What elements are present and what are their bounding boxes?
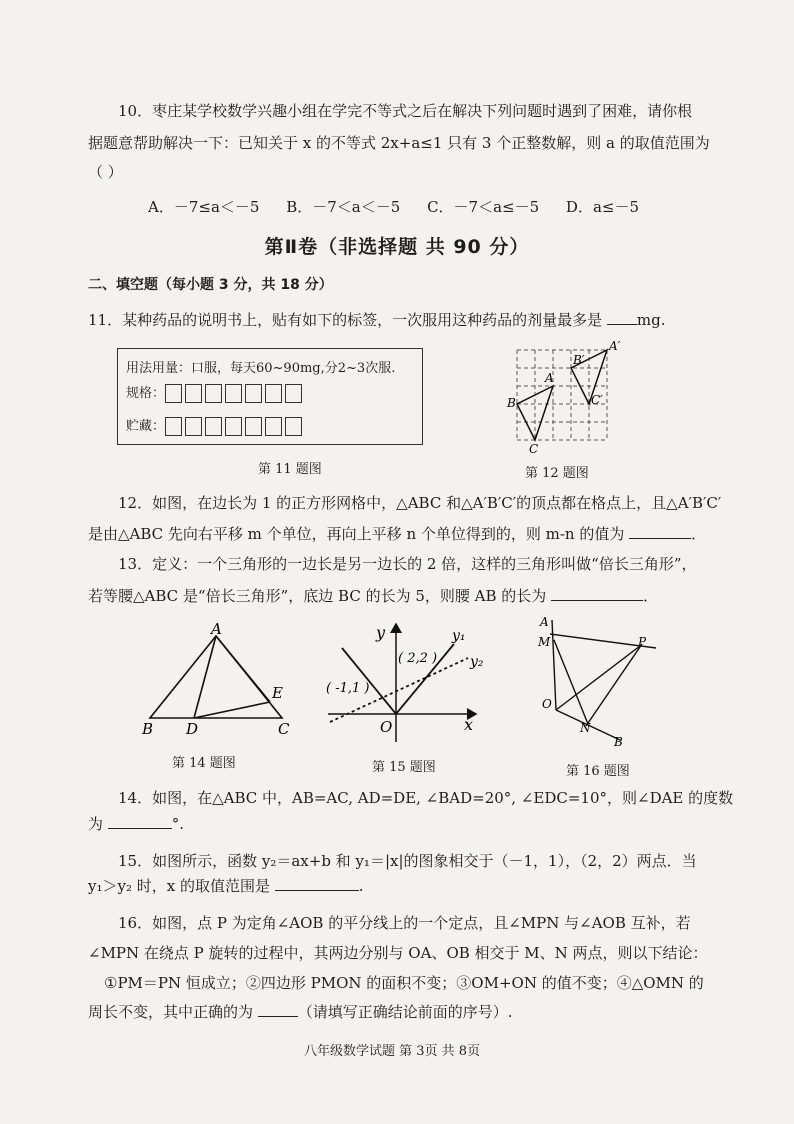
q12-caption: 第 12 题图 xyxy=(525,466,589,481)
q12-line2-body: 是由△ABC 先向右平移 m 个单位，再向上平移 n 个单位得到的，则 m-n 的值为 xyxy=(88,525,625,543)
q13-line2-body: 若等腰△ABC 是“倍长三角形”，底边 BC 的长为 5，则腰 AB 的长为 xyxy=(88,587,547,605)
label-a-prime: A′ xyxy=(609,339,621,353)
q15-caption: 第 15 题图 xyxy=(372,760,436,775)
figure-14 xyxy=(140,620,300,740)
label-a-16: A xyxy=(540,615,549,629)
fill-in-title: 二、填空题（每小题 3 分，共 18 分） xyxy=(88,277,333,293)
q10-options xyxy=(148,196,661,217)
label-p-16: P xyxy=(638,635,647,649)
q11-caption: 第 11 题图 xyxy=(258,462,322,477)
label-c: C xyxy=(529,442,539,456)
q15-line1: 15．如图所示，函数 y₂＝ax+b 和 y₁＝|x|的图象相交于（－1，1），（2，2）两点．当 xyxy=(118,852,697,870)
label-b-16: B xyxy=(614,735,623,749)
segment-de xyxy=(194,702,270,718)
label-o-16: O xyxy=(542,697,552,711)
q16-end: （请填写正确结论前面的序号）. xyxy=(297,1003,513,1021)
q13-line2 xyxy=(88,584,658,607)
q10-option-b: B．－7＜a＜－5 xyxy=(286,198,401,216)
q15-line2 xyxy=(88,874,364,897)
q15-end: . xyxy=(358,877,364,895)
q16-line2: ∠MPN 在绕点 P 旋转的过程中，其两边分别与 OA、OB 相交于 M、N 两点，则以下结论： xyxy=(88,944,708,962)
q15-answer-blank[interactable] xyxy=(275,874,359,891)
label-b-prime: B′ xyxy=(573,353,585,367)
label-c-14: C xyxy=(278,720,290,738)
label-y2: y₂ xyxy=(470,654,484,670)
q10-option-d: D．a≤－5 xyxy=(565,198,640,216)
q13-answer-blank[interactable] xyxy=(551,584,643,601)
q12-line2 xyxy=(88,522,706,545)
q11-answer-blank[interactable] xyxy=(607,308,637,325)
q12-answer-blank[interactable] xyxy=(629,522,691,539)
medicine-label xyxy=(117,348,423,445)
section-title: 第Ⅱ卷（非选择题 共 90 分） xyxy=(264,236,530,258)
segment-ad xyxy=(194,636,216,718)
q13-line1: 13．定义：一个三角形的一边长是另一边长的 2 倍，这样的三角形叫做“倍长三角形”， xyxy=(118,555,697,573)
q11-unit: mg. xyxy=(636,311,666,329)
triangle-abc-14 xyxy=(150,636,282,718)
q13-end: ． xyxy=(643,587,659,605)
label-a-14: A xyxy=(211,620,222,638)
label-e-14: E xyxy=(272,684,283,702)
q14-line2 xyxy=(88,812,184,835)
q16-line1: 16．如图，点 P 为定角∠AOB 的平分线上的一个定点，且∠MPN 与∠AOB 互补，若 xyxy=(118,914,691,932)
q10-line2: 据题意帮助解决一下：已知关于 x 的不等式 2x+a≤1 只有 3 个正整数解，则 a 的取值范围为 xyxy=(88,134,710,152)
q11-text-body: 11．某种药品的说明书上，贴有如下的标签，一次服用这种药品的剂量最多是 xyxy=(88,311,603,329)
label-d-14: D xyxy=(186,720,199,738)
label-b: B xyxy=(507,396,516,410)
label-m-16: M xyxy=(538,635,551,649)
label-spec: 规格： xyxy=(126,386,166,401)
label-o: O xyxy=(380,718,393,736)
line-pn xyxy=(586,644,642,726)
q12-end: ． xyxy=(691,525,707,543)
label-b-14: B xyxy=(142,720,154,738)
label-dosage: 用法用量：口服，每天60~90mg,分2~3次服. xyxy=(126,361,396,376)
q14-end: °. xyxy=(171,815,185,833)
q11-text xyxy=(88,308,665,331)
label-x: x xyxy=(464,715,474,734)
label-point-2-2: ( 2,2 ) xyxy=(398,651,438,666)
segment-ae xyxy=(216,636,270,702)
q16-answer-blank[interactable] xyxy=(258,1000,298,1017)
label-a: A xyxy=(545,371,554,385)
q10-option-a: A．－7≤a＜－5 xyxy=(148,198,260,216)
q16-line4-start: 周长不变，其中正确的为 xyxy=(88,1003,254,1021)
line-op xyxy=(556,646,640,710)
label-y: y xyxy=(376,623,386,642)
q12-line1: 12．如图，在边长为 1 的正方形网格中，△ABC 和△A′B′C′的顶点都在格点上，且△A′B′C′ xyxy=(118,494,722,512)
label-n-16: N xyxy=(580,721,591,735)
label-store-row xyxy=(126,415,305,436)
q10-line3: （ ） xyxy=(88,163,123,181)
q14-caption: 第 14 题图 xyxy=(172,756,236,771)
label-store: 贮藏： xyxy=(126,419,166,434)
q16-line4 xyxy=(88,1000,513,1023)
q16-line3: ①PM＝PN 恒成立；②四边形 PMON 的面积不变；③OM+ON 的值不变；④△OMN 的 xyxy=(104,974,704,992)
figure-16 xyxy=(530,612,670,752)
q10-option-c: C．－7＜a≤－5 xyxy=(427,198,540,216)
figure-12 xyxy=(505,338,625,456)
label-c-prime: C′ xyxy=(591,393,603,407)
q16-caption: 第 16 题图 xyxy=(566,764,630,779)
q14-line1: 14．如图，在△ABC 中，AB=AC, AD=DE, ∠BAD=20°, ∠EDC=10°，则∠DAE 的度数 xyxy=(118,789,734,807)
figure-15 xyxy=(320,618,490,748)
ray-oa xyxy=(552,620,556,710)
page-footer: 八年级数学试题 第 3页 共 8页 xyxy=(304,1044,481,1059)
label-point-neg1-1: ( -1,1 ) xyxy=(326,681,370,696)
label-spec-row xyxy=(126,382,305,403)
label-y1: y₁ xyxy=(452,628,466,644)
q10-line1: 10．枣庄某学校数学兴趣小组在学完不等式之后在解决下列问题时遇到了困难，请你根 xyxy=(118,102,693,120)
q15-line2-start: y₁＞y₂ 时，x 的取值范围是 xyxy=(88,877,270,895)
q14-line2-start: 为 xyxy=(88,815,104,833)
q14-answer-blank[interactable] xyxy=(108,812,172,829)
